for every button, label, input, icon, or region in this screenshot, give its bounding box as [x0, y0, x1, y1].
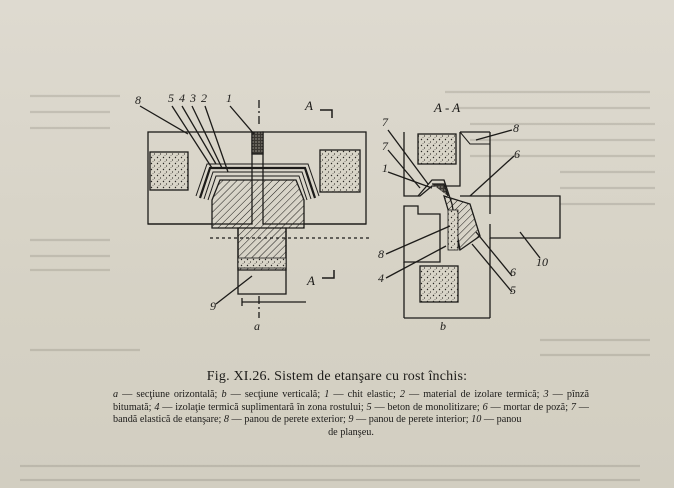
callout-a-8: 8	[135, 93, 141, 107]
legend-text: — izolaţie termică suplimentară în zona rostului;	[159, 401, 367, 413]
figure-legend	[113, 389, 589, 439]
monolithic-concrete	[212, 180, 304, 270]
callout-b-8r: 8	[513, 121, 519, 135]
insulation-block-right	[320, 150, 360, 192]
figure-title: Fig. XI.26. Sistem de etanşare cu rost închis:	[206, 369, 468, 384]
elastic-sealant	[252, 132, 263, 154]
insulation-block-left	[150, 152, 188, 190]
callout-a-1: 1	[226, 91, 232, 105]
callout-b-1: 1	[382, 161, 388, 175]
legend-key: 2	[399, 389, 405, 400]
sublabel-a: a	[254, 319, 260, 333]
callout-b-6: 6	[514, 147, 520, 161]
legend-text: — secţiune orizontală;	[118, 389, 222, 400]
legend-key: 8	[223, 414, 229, 426]
section-mark-bottom: A	[307, 273, 315, 288]
legend-text: — pînză bitumată;	[113, 389, 589, 413]
callout-b-7b: 7	[382, 139, 388, 153]
callout-a-4: 4	[179, 91, 185, 105]
lower-insulation	[420, 266, 458, 302]
section-mark-top: A	[305, 98, 313, 113]
legend-key: b	[221, 389, 227, 400]
legend-text: — beton de monolitizare;	[371, 401, 483, 413]
legend-text: — panou de perete interior;	[353, 414, 472, 426]
section-title-aa: A - A	[434, 100, 461, 115]
section-b	[386, 130, 560, 318]
section-a	[140, 100, 372, 318]
legend-key: 10	[471, 414, 482, 426]
extra-insulation	[448, 210, 458, 250]
callout-b-5: 5	[510, 283, 516, 297]
callout-b-4: 4	[378, 271, 384, 285]
callout-a-3: 3	[190, 91, 196, 105]
legend-key: 7	[570, 401, 576, 413]
legend-key: 9	[348, 414, 354, 426]
legend-text: — mortar de poză;	[487, 401, 571, 413]
callout-a-9: 9	[210, 299, 216, 313]
legend-key: 5	[366, 401, 372, 413]
callout-b-10: 10	[536, 255, 548, 269]
callout-a-5: 5	[168, 91, 174, 105]
callout-b-6b: 6	[510, 265, 516, 279]
legend-text: — secţiune verticală;	[226, 389, 325, 400]
legend-key: a	[113, 389, 119, 400]
lower-panel-outer	[404, 206, 440, 262]
legend-text: — bandă elastică de etanşare;	[113, 401, 589, 426]
callout-a-2: 2	[201, 91, 207, 105]
callout-b-7a: 7	[382, 115, 388, 129]
legend-text: — material de izolare termică;	[404, 389, 544, 400]
legend-text: — panou	[481, 414, 522, 426]
sublabel-b: b	[440, 319, 446, 333]
legend-key: 1	[324, 389, 330, 400]
legend-key: 4	[154, 401, 160, 413]
legend-key: 6	[482, 401, 488, 413]
legend-last-line: de planşeu.	[328, 426, 374, 438]
upper-insulation	[418, 134, 456, 164]
callout-b-8: 8	[378, 247, 384, 261]
legend-text: — panou de perete exterior;	[228, 414, 349, 426]
legend-key: 3	[543, 389, 549, 400]
legend-text: — chit elastic;	[329, 389, 400, 400]
